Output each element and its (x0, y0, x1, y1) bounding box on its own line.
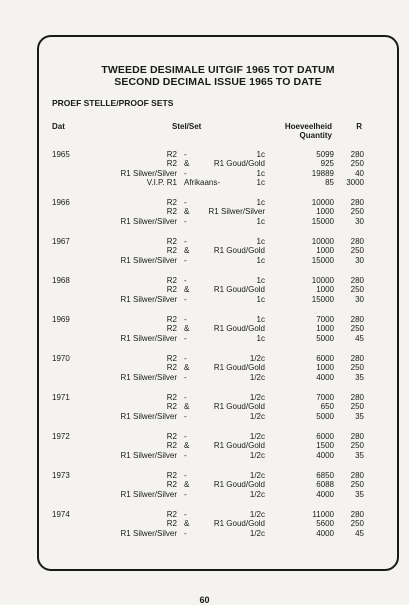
price-cell: 250 (350, 363, 364, 373)
separator-cell: & (184, 207, 190, 217)
quantity-cell: 10000 (311, 198, 334, 207)
companion-coin-cell: 1/2c (249, 489, 265, 499)
year-cell: 1970 (52, 354, 70, 363)
denomination-cell: R1 Silwer/Silver (120, 294, 177, 304)
price-cell: 280 (350, 354, 364, 363)
price-cell: 280 (350, 510, 364, 519)
companion-coin-cell: 1c (256, 276, 265, 285)
separator-cell: - (184, 315, 187, 324)
price-cell: 35 (355, 489, 364, 499)
price-cell: 280 (350, 198, 364, 207)
companion-coin-cell: 1/2c (249, 393, 265, 402)
separator-cell: & (184, 159, 190, 169)
quantity-cell: 5600 (316, 519, 334, 529)
price-cell: 250 (350, 480, 364, 490)
section-title: PROEF STELLE/PROOF SETS (52, 98, 174, 108)
quantity-cell: 6000 (316, 354, 334, 363)
column-header-r: R (356, 122, 362, 131)
separator-cell: & (184, 324, 190, 334)
separator-cell: - (184, 237, 187, 246)
separator-cell: - (184, 294, 187, 304)
separator-cell: - (184, 216, 187, 226)
denomination-cell: R2 (166, 393, 177, 402)
table-row (0, 295, 409, 305)
quantity-cell: 10000 (311, 237, 334, 246)
companion-coin-cell: 1/2c (249, 372, 265, 382)
quantity-cell: 15000 (311, 216, 334, 226)
quantity-cell: 1000 (316, 207, 334, 217)
quantity-cell: 6000 (316, 432, 334, 441)
companion-coin-cell: 1/2c (249, 528, 265, 538)
separator-cell: - (184, 333, 187, 343)
denomination-cell: R2 (166, 441, 177, 451)
quantity-cell: 1000 (316, 324, 334, 334)
companion-coin-cell: 1/2c (249, 354, 265, 363)
companion-coin-cell: 1c (256, 150, 265, 159)
companion-coin-cell: R1 Silwer/Silver (208, 207, 265, 217)
price-cell: 280 (350, 393, 364, 402)
separator-cell: & (184, 441, 190, 451)
quantity-cell: 15000 (311, 294, 334, 304)
denomination-cell: R2 (166, 246, 177, 256)
year-cell: 1973 (52, 471, 70, 480)
price-cell: 280 (350, 237, 364, 246)
separator-cell: - (184, 198, 187, 207)
separator-cell: - (184, 489, 187, 499)
companion-coin-cell: 1/2c (249, 510, 265, 519)
page-number: 60 (199, 595, 210, 605)
separator-cell: - (184, 168, 187, 178)
quantity-cell: 7000 (316, 315, 334, 324)
price-cell: 280 (350, 276, 364, 285)
year-cell: 1969 (52, 315, 70, 324)
companion-coin-cell: 1/2c (249, 450, 265, 460)
price-cell: 250 (350, 285, 364, 295)
denomination-cell: R1 Silwer/Silver (120, 333, 177, 343)
denomination-cell: R1 Silwer/Silver (120, 528, 177, 538)
column-header-quantity-label: Quantity (299, 131, 332, 140)
companion-coin-cell: 1c (256, 255, 265, 265)
quantity-cell: 4000 (316, 372, 334, 382)
price-cell: 250 (350, 159, 364, 169)
quantity-cell: 5000 (316, 333, 334, 343)
price-cell: 45 (355, 333, 364, 343)
price-cell: 250 (350, 519, 364, 529)
table-row (0, 334, 409, 344)
separator-cell: Afrikaans- (184, 177, 221, 187)
separator-cell: & (184, 363, 190, 373)
denomination-cell: R2 (166, 285, 177, 295)
separator-cell: - (184, 372, 187, 382)
denomination-cell: R2 (166, 150, 177, 159)
price-cell: 30 (355, 255, 364, 265)
separator-cell: - (184, 471, 187, 480)
denomination-cell: R1 Silwer/Silver (120, 216, 177, 226)
quantity-cell: 11000 (312, 510, 334, 519)
separator-cell: & (184, 480, 190, 490)
quantity-cell: 10000 (311, 276, 334, 285)
quantity-cell: 6088 (316, 480, 334, 490)
price-cell: 280 (350, 471, 364, 480)
separator-cell: - (184, 150, 187, 159)
separator-cell: - (184, 255, 187, 265)
quantity-cell: 4000 (316, 489, 334, 499)
price-cell: 3000 (346, 177, 364, 187)
year-cell: 1968 (52, 276, 70, 285)
companion-coin-cell: 1/2c (249, 411, 265, 421)
price-cell: 45 (355, 528, 364, 538)
year-cell: 1966 (52, 198, 70, 207)
price-cell: 250 (350, 324, 364, 334)
companion-coin-cell: R1 Goud/Gold (213, 324, 265, 334)
denomination-cell: V.I.P. R1 (146, 177, 177, 187)
denomination-cell: R2 (166, 432, 177, 441)
companion-coin-cell: R1 Goud/Gold (213, 441, 265, 451)
separator-cell: - (184, 276, 187, 285)
table-row (0, 412, 409, 422)
table-row (0, 217, 409, 227)
column-header-dat: Dat (52, 122, 65, 131)
price-cell: 250 (350, 441, 364, 451)
price-cell: 40 (355, 168, 364, 178)
denomination-cell: R2 (166, 519, 177, 529)
companion-coin-cell: R1 Goud/Gold (213, 402, 265, 412)
table-row (0, 178, 409, 188)
table-row (0, 451, 409, 461)
companion-coin-cell: 1c (256, 333, 265, 343)
year-cell: 1965 (52, 150, 70, 159)
year-cell: 1972 (52, 432, 70, 441)
denomination-cell: R1 Silwer/Silver (120, 255, 177, 265)
companion-coin-cell: R1 Goud/Gold (213, 363, 265, 373)
table-row (0, 256, 409, 266)
column-header-quantity (285, 122, 332, 140)
price-cell: 250 (350, 246, 364, 256)
quantity-cell: 650 (320, 402, 334, 412)
companion-coin-cell: 1c (256, 198, 265, 207)
denomination-cell: R2 (166, 510, 177, 519)
denomination-cell: R1 Silwer/Silver (120, 411, 177, 421)
companion-coin-cell: 1c (256, 168, 265, 178)
separator-cell: & (184, 246, 190, 256)
separator-cell: & (184, 402, 190, 412)
quantity-cell: 15000 (311, 255, 334, 265)
separator-cell: - (184, 432, 187, 441)
denomination-cell: R2 (166, 276, 177, 285)
denomination-cell: R1 Silwer/Silver (120, 168, 177, 178)
companion-coin-cell: 1/2c (249, 471, 265, 480)
denomination-cell: R2 (166, 363, 177, 373)
companion-coin-cell: 1c (256, 216, 265, 226)
companion-coin-cell: 1/2c (249, 432, 265, 441)
denomination-cell: R2 (166, 198, 177, 207)
quantity-cell: 1000 (316, 285, 334, 295)
separator-cell: - (184, 354, 187, 363)
separator-cell: - (184, 411, 187, 421)
denomination-cell: R2 (166, 207, 177, 217)
quantity-cell: 4000 (316, 528, 334, 538)
denomination-cell: R1 Silwer/Silver (120, 489, 177, 499)
separator-cell: & (184, 285, 190, 295)
separator-cell: - (184, 528, 187, 538)
denomination-cell: R1 Silwer/Silver (120, 372, 177, 382)
page-title-english: SECOND DECIMAL ISSUE 1965 TO DATE (114, 76, 322, 88)
companion-coin-cell: R1 Goud/Gold (213, 246, 265, 256)
page-title-afrikaans: TWEEDE DESIMALE UITGIF 1965 TOT DATUM (101, 64, 335, 76)
table-row (0, 529, 409, 539)
denomination-cell: R1 Silwer/Silver (120, 450, 177, 460)
quantity-cell: 1000 (316, 363, 334, 373)
quantity-cell: 4000 (316, 450, 334, 460)
quantity-cell: 1500 (316, 441, 334, 451)
table-row (0, 490, 409, 500)
quantity-cell: 1000 (316, 246, 334, 256)
price-cell: 280 (350, 315, 364, 324)
denomination-cell: R2 (166, 354, 177, 363)
quantity-cell: 5099 (316, 150, 334, 159)
column-header-hoeveelheid-label: Hoeveelheid (284, 122, 332, 131)
table-row (0, 373, 409, 383)
price-cell: 280 (350, 150, 364, 159)
quantity-cell: 19889 (311, 168, 334, 178)
price-cell: 280 (350, 432, 364, 441)
companion-coin-cell: R1 Goud/Gold (213, 159, 265, 169)
year-cell: 1974 (52, 510, 70, 519)
quantity-cell: 925 (320, 159, 334, 169)
denomination-cell: R2 (166, 237, 177, 246)
column-header-stel-set: Stel/Set (172, 122, 202, 131)
companion-coin-cell: 1c (256, 237, 265, 246)
separator-cell: - (184, 393, 187, 402)
price-cell: 250 (350, 402, 364, 412)
separator-cell: - (184, 450, 187, 460)
quantity-cell: 85 (325, 177, 334, 187)
price-cell: 250 (350, 207, 364, 217)
companion-coin-cell: 1c (256, 315, 265, 324)
companion-coin-cell: R1 Goud/Gold (213, 285, 265, 295)
denomination-cell: R2 (166, 324, 177, 334)
price-cell: 35 (355, 450, 364, 460)
year-cell: 1967 (52, 237, 70, 246)
companion-coin-cell: R1 Goud/Gold (213, 519, 265, 529)
companion-coin-cell: 1c (256, 294, 265, 304)
denomination-cell: R2 (166, 159, 177, 169)
companion-coin-cell: R1 Goud/Gold (213, 480, 265, 490)
year-cell: 1971 (52, 393, 70, 402)
quantity-cell: 5000 (316, 411, 334, 421)
price-cell: 35 (355, 372, 364, 382)
companion-coin-cell: 1c (256, 177, 265, 187)
price-cell: 30 (355, 216, 364, 226)
price-cell: 30 (355, 294, 364, 304)
denomination-cell: R2 (166, 480, 177, 490)
separator-cell: & (184, 519, 190, 529)
quantity-cell: 6850 (316, 471, 334, 480)
price-cell: 35 (355, 411, 364, 421)
quantity-cell: 7000 (316, 393, 334, 402)
denomination-cell: R2 (166, 402, 177, 412)
denomination-cell: R2 (166, 315, 177, 324)
separator-cell: - (184, 510, 187, 519)
denomination-cell: R2 (166, 471, 177, 480)
